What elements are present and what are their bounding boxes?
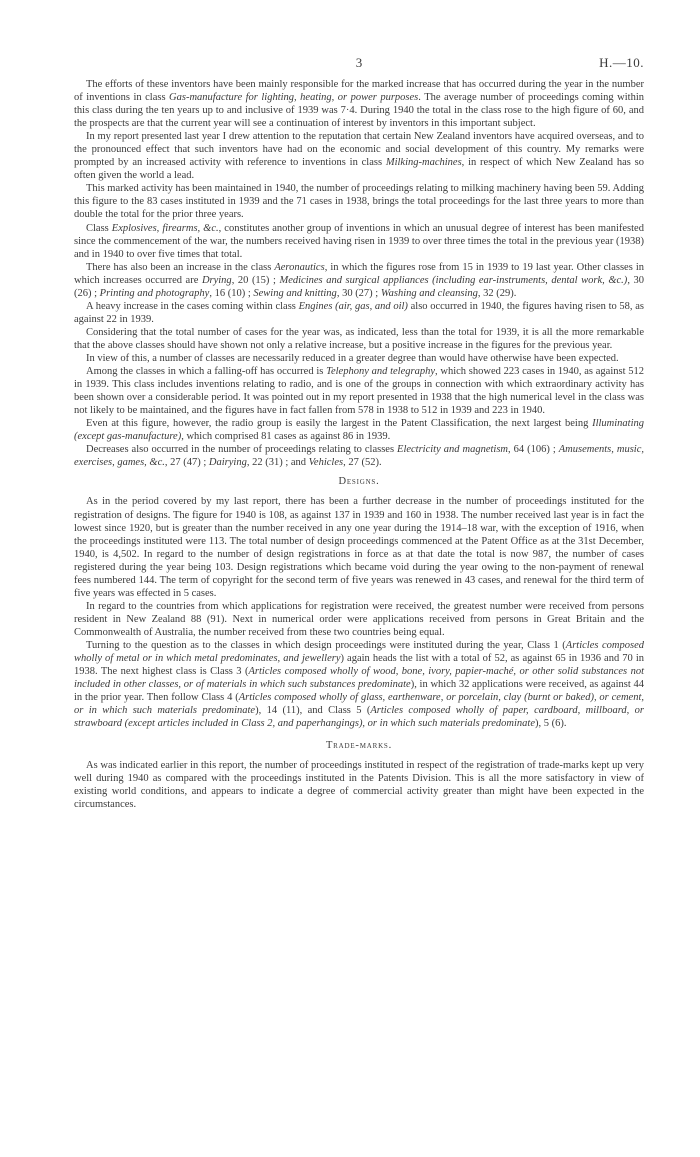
text-run: , which showed 223 cases in 1940, as against 512 in 1939. This class includes inventions relating to radio, and is one of the groups in connection with which extraordinary activity has been shown over a considerable period. It was pointed out in my report presented in 1938 that the high numerical level in the class was not likely to be maintained, and the figures have in fact fallen from 578 in 1938 to 512 in 1939 and 223 in 1940. <box>74 366 644 417</box>
text-run: , 30 (27) ; <box>336 287 381 299</box>
italic-term: Engines (air, gas, and oil) <box>298 300 408 312</box>
italic-term: Drying <box>201 274 232 286</box>
text-run: There has also been an increase in the class <box>86 261 275 273</box>
italic-term: Gas-manufacture for lighting, heating, or power purposes <box>169 92 419 104</box>
text-run: . The average number of proceedings coming within this class during the ten years up to and inclusive of 1939 was 7·4. During 1940 the total in the class rose to the high figure of 60, and the prospects are that the current year will see a continuation of interest by inventors in this important subject. <box>74 92 645 130</box>
italic-term: Washing and cleansing <box>380 287 478 299</box>
text-run: , 30 (26) ; <box>74 274 645 299</box>
text-run: In regard to the countries from which applications for registration were received, the greatest number were received from persons resident in New Zealand 88 (91). Next in numerical order were applications received from persons in Great Britain and the Commonwealth of Australia, the number received from these two countries being equal. <box>74 600 644 638</box>
paragraph <box>74 639 644 730</box>
paragraph <box>74 352 644 365</box>
text-run: ), in which 32 applications were received, as against 44 in the prior year. Then follow Class 4 ( <box>74 679 644 704</box>
italic-term: Telephony and telegraphy <box>326 366 436 378</box>
italic-term: Sewing and knitting <box>253 287 337 299</box>
text-run: ) again heads the list with a total of 52, as against 65 in 1936 and 70 in 1938. The next highest class is Class 3 ( <box>74 653 644 678</box>
text-run: Even at this figure, however, the radio group is easily the largest in the Patent Classification, the next largest being <box>86 418 593 430</box>
text-run: A heavy increase in the cases coming within class <box>86 300 299 312</box>
paragraph <box>74 495 644 599</box>
text-run: Class <box>86 222 112 234</box>
paragraph <box>74 326 644 352</box>
text-run: , 20 (15) ; <box>231 274 280 286</box>
text-run: , in respect of which New Zealand has so often given the world a lead. <box>74 157 644 182</box>
text-run: In view of this, a number of classes are necessarily reduced in a greater degree than would have otherwise have been expected. <box>86 352 619 364</box>
text-run: Decreases also occurred in the number of proceedings relating to classes <box>86 444 398 456</box>
italic-term: Illuminating (except gas-manufacture) <box>74 418 644 443</box>
document-reference: H.—10. <box>599 55 644 70</box>
page-number: 3 <box>355 55 363 70</box>
text-run: , 64 (106) ; <box>508 444 559 456</box>
patents-section <box>74 78 644 469</box>
paragraph <box>74 78 644 130</box>
text-run: , 27 (52). <box>343 457 382 469</box>
italic-term: Milking-machines <box>385 157 462 169</box>
trademarks-section <box>74 759 644 811</box>
text-run: This marked activity has been maintained in 1940, the number of proceedings relating to milking machinery having been 59. Adding this figure to the 83 cases instituted in 1939 and the 71 cases in 1938, brings the total proceedings for the last three years to more than double the total for the prior three years. <box>74 183 644 221</box>
paragraph <box>74 443 644 469</box>
paragraph <box>74 261 644 300</box>
trademarks-heading: Trade-marks. <box>325 740 393 752</box>
italic-term: Electricity and magnetism <box>397 444 508 456</box>
paragraph <box>74 182 644 221</box>
text-run: , 22 (31) ; and <box>246 457 309 469</box>
italic-term: Printing and photography <box>99 287 210 299</box>
text-run: ), 14 (11), and Class 5 ( <box>255 705 371 717</box>
italic-term: Articles composed wholly of wood, bone, ivory, papier-maché, or other solid substances not included in other classes, or of materials in which such substances predominate <box>74 666 644 691</box>
designs-heading: Designs. <box>338 476 380 488</box>
italic-term: Dairying <box>208 457 247 469</box>
italic-term: Vehicles <box>308 457 344 469</box>
italic-term: Articles composed wholly of metal or in which metal predominates, and jewellery <box>74 639 644 665</box>
text-run: , 27 (47) ; <box>164 457 209 469</box>
italic-term: Medicines and surgical appliances (including ear-instruments, dental work, &c.) <box>279 274 628 286</box>
paragraph <box>74 365 644 417</box>
text-run: , 32 (29). <box>477 287 517 299</box>
italic-term: Aeronautics <box>274 261 325 273</box>
text-run: In my report presented last year I drew attention to the reputation that certain New Zealand inventors have acquired overseas, and to the pronounced effect that such inventors have had on the economic and social development of this country. My remarks were prompted by an increased activity with reference to inventions in class <box>74 131 644 169</box>
text-run: Among the classes in which a falling-off has occurred is <box>86 366 327 378</box>
text-run: also occurred in 1940, the figures having risen to 58, as against 22 in 1939. <box>74 300 644 325</box>
paragraph <box>74 300 644 326</box>
text-run: , in which the figures rose from 15 in 1939 to 19 last year. Other classes in which increases occurred are <box>74 261 644 286</box>
paragraph <box>74 600 644 639</box>
text-run: , constitutes another group of inventions in which an unusual degree of interest has been manifested since the commencement of the war, the numbers received having risen in 1939 to over three times the total in the previous year (1938) and in 1940 to over five times that total. <box>74 222 644 260</box>
paragraph <box>74 222 644 261</box>
italic-term: Articles composed wholly of glass, earthenware, or porcelain, clay (burnt or baked), or cement, or in which such materials predominate <box>74 692 644 717</box>
text-run: The efforts of these inventors have been mainly responsible for the marked increase that has occurred during the year in the number of inventions in class <box>74 79 644 104</box>
paragraph <box>74 417 644 443</box>
text-run: , 16 (10) ; <box>209 287 254 299</box>
designs-section <box>74 495 644 730</box>
text-run: ), 5 (6). <box>535 718 567 730</box>
page-header <box>74 56 644 78</box>
paragraph <box>74 759 644 811</box>
text-run: As in the period covered by my last report, there has been a further decrease in the number of proceedings instituted for the registration of designs. The figure for 1940 is 108, as against 137 in 1939 and 160 in 1938. The number received last year is in fact the lowest since 1920, but is greater than the number received in any one year during the 1914–18 war, with the exception of 1916, when the proceedings instituted were 113. The total number of design proceedings commenced at the Patent Office as at the 31st December, 1940, is 4,502. In regard to the number of design registrations in force as at that date the total is now 987, the number of cases registered during the year being 103. Design registrations which became void during the year owing to the non-payment of renewal fees numbered 144. The term of copyright for the second term of five years was renewed in 43 cases, and renewal for the third term of five years was effected in 5 cases. <box>74 496 644 599</box>
italic-term: Articles composed wholly of paper, cardboard, millboard, or strawboard (except articles included in Class 2, and paperhangings), or in which such materials predominate <box>74 705 644 730</box>
text-run: As was indicated earlier in this report, the number of proceedings instituted in respect of the registration of trade-marks kept up very well during 1940 as compared with the proceedings instituted in the Patents Division. This is all the more satisfactory in view of existing world conditions, and appears to indicate a degree of commercial activity greater than might have been expected in the circumstances. <box>74 760 644 811</box>
paragraph <box>74 130 644 182</box>
text-run: Turning to the question as to the classes in which design proceedings were instituted during the year, Class 1 ( <box>86 639 566 651</box>
italic-term: Amusements, music, exercises, games, &c. <box>74 444 644 469</box>
italic-term: Explosives, firearms, &c. <box>111 222 219 234</box>
text-run: Considering that the total number of cases for the year was, as indicated, less than the total for 1939, it is all the more remarkable that the above classes should have shown not only a relative increase, but a positive increase in the figures for the previous year. <box>74 326 644 351</box>
text-run: , which comprised 81 cases as against 86 in 1939. <box>181 431 391 443</box>
